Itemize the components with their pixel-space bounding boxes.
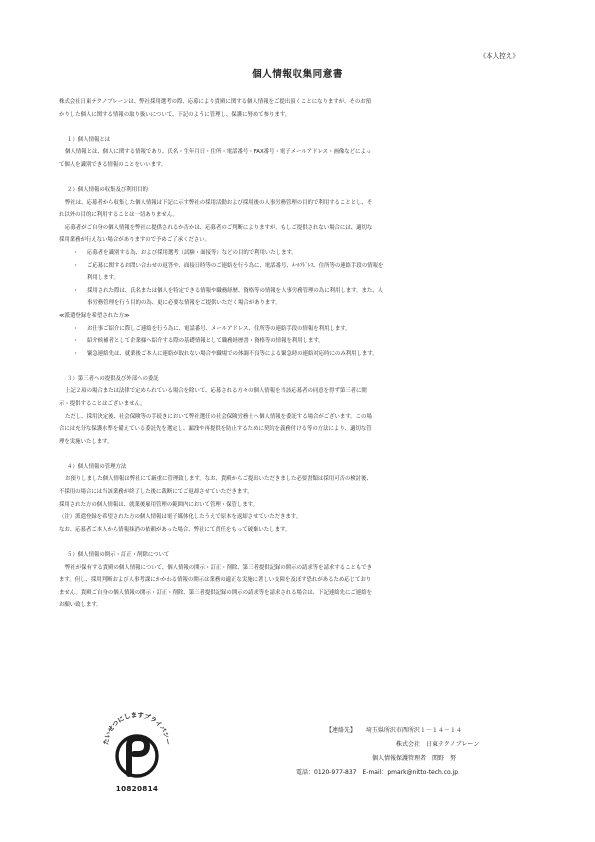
section-line: 弊社は、応募者から収集した個人情報は下記に示す弊社の採用活動および採用後の人事労務管理の目的で利用することとし、そ — [65, 199, 373, 206]
document-body — [59, 96, 542, 612]
list-item — [59, 247, 542, 260]
list-item-text: お仕事ご紹介に際しご連絡を行う為に、電話番号、メールアドレス、住所等の連絡手段の情報を利用します。 — [87, 325, 351, 332]
section-line: ます。但し、採用判断および人事考課にかかわる情報の開示は業務の適正な実施に著しい支障を及ぼす恐れがあるため応じており — [59, 577, 372, 584]
list-item-text: 応募者を識別する為、および採用選考（試験・面接等）などの目的で利用いたします。 — [87, 249, 297, 256]
section-line: （注）派遣登録を希望された方の個人情報は電子媒体化したうえで原本を返却させていただきます。 — [59, 514, 302, 521]
section-line: 弊社が保有する貴殿の個人情報について、個人情報の開示・訂正・削除、第三者提供記録の開示の請求等を請求することもでき — [65, 564, 373, 571]
section-line: れ以外の目的に利用することは一切ありません。 — [59, 212, 178, 219]
section-line: お預りしました個人情報は弊社にて厳重に管理致します。なお、貴殿からご提出いただきました必要書類は採用可否の検討後、 — [65, 476, 372, 483]
section-line: 理を実施いたします。 — [59, 438, 113, 445]
list-item-text: ご応募に関するお問い合わせの返答や、面接日時等のご連絡を行う為に、電話番号、ﾒｰﾙｱﾄﾞﾚｽ、住所等の連絡手段の情報を — [87, 262, 384, 269]
contact-block — [290, 724, 530, 780]
contact-manager: 個人情報保護管理者 関野 努 — [372, 755, 457, 762]
list-item-text: 緊急連絡先は、就業後ご本人に連絡が取れない場合や職場での体調不良等による緊急時の連絡対応時にのみ利用します。 — [87, 350, 378, 357]
list-item-text: 利用します。 — [87, 275, 119, 282]
section-line: 示・提供することはございません。 — [59, 400, 146, 407]
section-line: 個人情報とは、個人に関する情報であり、氏名・生年月日・住所・電話番号・FAX番号・電子メールアドレス・画像などによっ — [65, 149, 372, 156]
copy-label: 《本人控え》 — [479, 52, 519, 60]
section-line: なお、応募者ご本人から情報抹消の依頼があった場合、弊社にて責任をもって破棄いたします。 — [59, 526, 291, 533]
list-item — [59, 285, 542, 298]
dispatch-list — [59, 323, 542, 361]
privacy-mark-logo — [100, 704, 174, 796]
list-item-continuation — [59, 297, 542, 310]
contact-label: 【連絡先】 — [326, 727, 357, 734]
contact-company: 株式会社 日東テクノブレーン — [396, 741, 480, 748]
privacy-mark-arc-text: たいせつにしますプライバシー — [101, 710, 173, 746]
contact-address: 埼玉県所沢市西所沢１－１４－１４ — [365, 727, 462, 734]
section-line: ただし、採用決定後、社会保険等の手続きにおいて弊社選任の社会保険労務士へ個人情報を委託する場合がございます。この場 — [65, 413, 372, 420]
bullet-icon: ・ — [73, 338, 79, 345]
privacy-mark-number: 10820814 — [115, 784, 159, 793]
bullet-icon: ・ — [73, 350, 79, 357]
list-item-text: 採用された際は、氏名または個人を特定できる情報や職務経歴、資格等の情報を人事労務管理の為に利用します。また、人 — [87, 287, 384, 294]
section-line: 採用された方の個人情報は、就業後雇用管理の範囲内において管理・保管します。 — [59, 501, 259, 508]
list-item-text: 事労務管理を行う目的の為、更に必要な情報をご提供いただく場合があります。 — [87, 300, 281, 307]
privacy-mark-icon — [100, 704, 174, 784]
section-title-purpose: ２）個人情報の収集及び利用目的 — [67, 186, 148, 193]
purpose-list — [59, 247, 542, 310]
section-title-management: ４）個人情報の管理方法 — [67, 463, 127, 470]
section-line: ません。貴殿ご自身の個人情報の開示・訂正・削除、第三者提供記録の開示の請求等を請求される場合は、下記連絡先にご連絡を — [59, 589, 372, 596]
bullet-icon: ・ — [73, 287, 79, 294]
dispatch-subtitle: ≪派遣登録を希望された方≫ — [59, 312, 130, 319]
list-item-continuation — [59, 272, 542, 285]
section-line: 採用業務が行えない場合がありますので予めご了承ください。 — [59, 237, 210, 244]
section-title-third-party: ３）第三者への提供及び外部への委託 — [67, 375, 159, 382]
section-line: 応募者がご自身の個人情報を弊社に提供されるか否かは、応募者のご判断によりますが、もしご提供されない場合には、適切な — [65, 224, 373, 231]
contact-address-row — [290, 724, 530, 738]
section-title-definition: １）個人情報とは — [67, 136, 111, 143]
bullet-icon: ・ — [73, 325, 79, 332]
section-line: て個人を識別できる情報のことをいいます。 — [59, 161, 167, 168]
list-item-text: 紹介候補者として企業様へ紹介する際の基礎情報として職務経歴書・資格等の情報を利用します。 — [87, 338, 324, 345]
contact-phone-email: 電話：0120-977-837 E-mail：pmark@nitto-tech.co.jp — [296, 769, 459, 776]
intro-line: 株式会社日東テクノブレーンは、弊社採用選考の際、応募により貴殿に関する個人情報をご提出頂くことになりますが、そのお預 — [59, 99, 372, 105]
section-line: 合には充分な保護水準を備えている委託先を選定し、漏洩や再提供を防止するために契約を義務付ける等の方法により、適切な管 — [59, 426, 372, 433]
list-item — [59, 323, 542, 336]
section-title-disclosure: ５）個人情報の開示・訂正・削除について — [67, 551, 170, 558]
bullet-icon: ・ — [73, 262, 79, 269]
bullet-icon: ・ — [73, 249, 79, 256]
section-line: 不採用の場合には当該業務が終了した後に裁断にてご返却させていただきます。 — [59, 489, 253, 496]
intro-line: かりした個人に関する情報の取り扱いについて、下記のように管理し、保護に努めて参ります。 — [59, 111, 291, 118]
list-item — [59, 348, 542, 361]
list-item — [59, 335, 542, 348]
document-title: 個人情報収集同意書 — [252, 69, 343, 80]
section-line: 上記２項の場合または法律で定められている場合を除いて、応募される方々の個人情報を当該応募者の同意を得ず第三者に開 — [65, 388, 367, 395]
list-item — [59, 260, 542, 273]
section-line: お願い致します。 — [59, 602, 102, 609]
